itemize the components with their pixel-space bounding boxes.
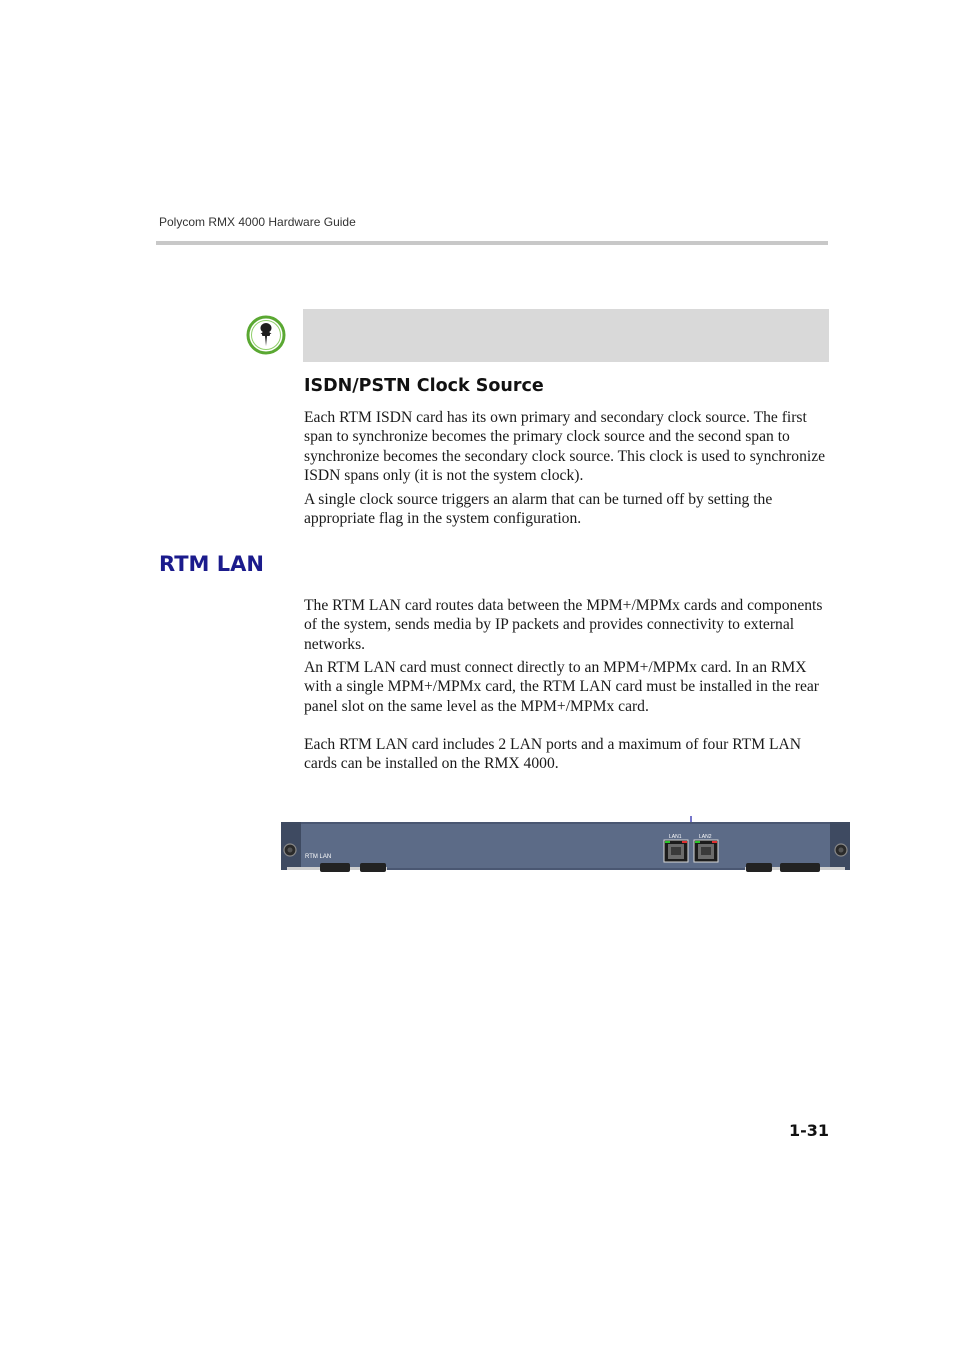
card-panel xyxy=(281,822,850,870)
isdn-paragraph-1: Each RTM ISDN card has its own primary and secondary clock source. The first span to synchronize becomes the primary clock source and the second span to synchronize becomes the secondary clock source. This clock is used to synchronize ISDN spans only (it is not the system clock). xyxy=(304,409,826,485)
port2-label: LAN2 xyxy=(699,834,712,840)
running-header: Polycom RMX 4000 Hardware Guide xyxy=(159,215,356,229)
lan2-port xyxy=(694,840,718,862)
lan1-port xyxy=(664,840,688,862)
card-label: RTM LAN xyxy=(305,854,332,860)
header-rule xyxy=(156,241,828,245)
isdn-clock-source-heading: ISDN/PSTN Clock Source xyxy=(304,376,544,396)
note-box xyxy=(303,309,829,362)
rtm-lan-heading: RTM LAN xyxy=(159,552,264,576)
pushpin-icon xyxy=(246,315,286,355)
rtm-lan-paragraph-2: An RTM LAN card must connect directly to an MPM+/MPMx card. In an RMX with a single MPM+/MPMx card, the RTM LAN card must be installed in the rear panel slot on the same level as the MPM+/MPMx card. xyxy=(304,659,820,715)
page-number: 1-31 xyxy=(789,1121,830,1140)
rtm-lan-paragraph-3: Each RTM LAN card includes 2 LAN ports and a maximum of four RTM LAN cards can be installed on the RMX 4000. xyxy=(304,736,802,773)
isdn-paragraph-2: A single clock source triggers an alarm that can be turned off by setting the appropriate flag in the system configuration. xyxy=(304,491,773,528)
rtm-lan-card-figure xyxy=(280,815,852,875)
port1-label: LAN1 xyxy=(669,834,682,840)
rtm-lan-paragraph-1: The RTM LAN card routes data between the MPM+/MPMx cards and components of the system, sends media by IP packets and provides connectivity to external networks. xyxy=(304,597,823,653)
